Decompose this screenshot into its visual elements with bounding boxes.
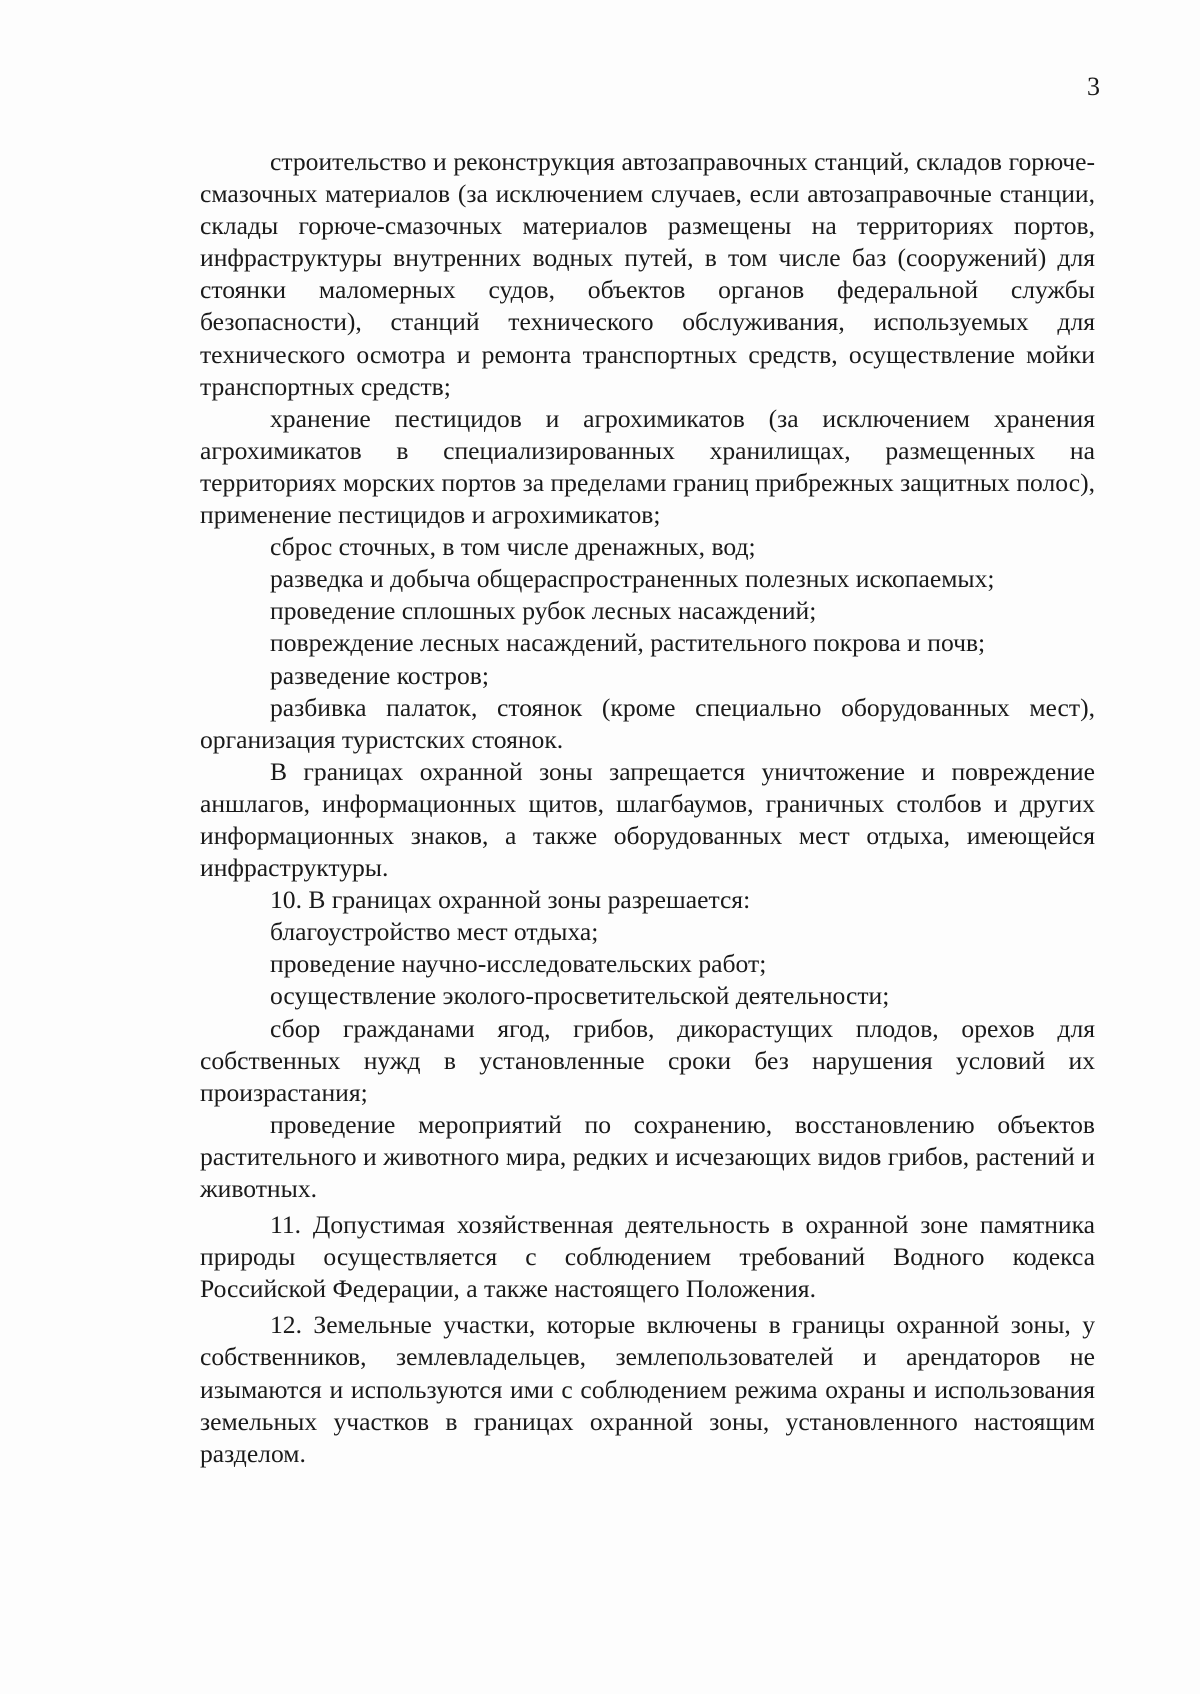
paragraph-pesticides-storage: хранение пестицидов и агрохимикатов (за исключением хранения агрохимикатов в специализированных хранилищах, размещенных на территориях морских портов за пределами границ прибрежных защитных полос), применение пестицидов и агрохимикатов; bbox=[200, 403, 1095, 530]
document-body bbox=[200, 146, 1095, 1470]
paragraph-campfires: разведение костров; bbox=[270, 660, 489, 690]
paragraph-wastewater-discharge: сброс сточных, в том числе дренажных, вод; bbox=[270, 532, 756, 562]
paragraph-recreation-improvement: благоустройство мест отдыха; bbox=[270, 917, 599, 947]
paragraph-signs-protection: В границах охранной зоны запрещается уничтожение и повреждение аншлагов, информационных щитов, шлагбаумов, граничных столбов и других информационных знаков, а также оборудованных мест отдыха, имеющейся инфраструктуры. bbox=[200, 756, 1095, 883]
paragraph-section-12: 12. Земельные участки, которые включены в границы охранной зоны, у собственников, землевладельцев, землепользователей и арендаторов не изымаются и используются ими с соблюдением режима охраны и использования земельных участков в границах охранной зоны, установленного настоящим разделом. bbox=[200, 1310, 1095, 1468]
paragraph-construction-restrictions: строительство и реконструкция автозаправочных станций, складов горюче-смазочных материалов (за исключением случаев, если автозаправочные станции, склады горюче-смазочных материалов размещены на территориях портов, инфраструктуры внутренних водных путей, в том числе баз (сооружений) для стоянки маломерных судов, объектов органов федеральной службы безопасности), станций технического обслуживания, используемых для технического осмотра и ремонта транспортных средств, осуществление мойки транспортных средств; bbox=[200, 147, 1095, 401]
paragraph-berry-picking: сбор гражданами ягод, грибов, дикорастущих плодов, орехов для собственных нужд в установленные сроки без нарушения условий их произрастания; bbox=[200, 1013, 1095, 1107]
paragraph-research-work: проведение научно-исследовательских работ; bbox=[270, 949, 767, 979]
paragraph-vegetation-damage: повреждение лесных насаждений, растительного покрова и почв; bbox=[270, 628, 986, 658]
paragraph-clear-cutting: проведение сплошных рубок лесных насаждений; bbox=[270, 596, 817, 626]
paragraph-mineral-extraction: разведка и добыча общераспространенных полезных ископаемых; bbox=[270, 564, 995, 594]
paragraph-tents-camping: разбивка палаток, стоянок (кроме специально оборудованных мест), организация туристских стоянок. bbox=[200, 692, 1095, 754]
paragraph-section-10-heading: 10. В границах охранной зоны разрешается: bbox=[270, 885, 751, 915]
paragraph-eco-education: осуществление эколого-просветительской деятельности; bbox=[270, 981, 890, 1011]
page-number: 3 bbox=[1087, 72, 1100, 101]
paragraph-conservation-measures: проведение мероприятий по сохранению, восстановлению объектов растительного и животного мира, редких и исчезающих видов грибов, растений и животных. bbox=[200, 1109, 1095, 1203]
paragraph-section-11: 11. Допустимая хозяйственная деятельность в охранной зоне памятника природы осуществляется с соблюдением требований Водного кодекса Российской Федерации, а также настоящего Положения. bbox=[200, 1210, 1095, 1304]
